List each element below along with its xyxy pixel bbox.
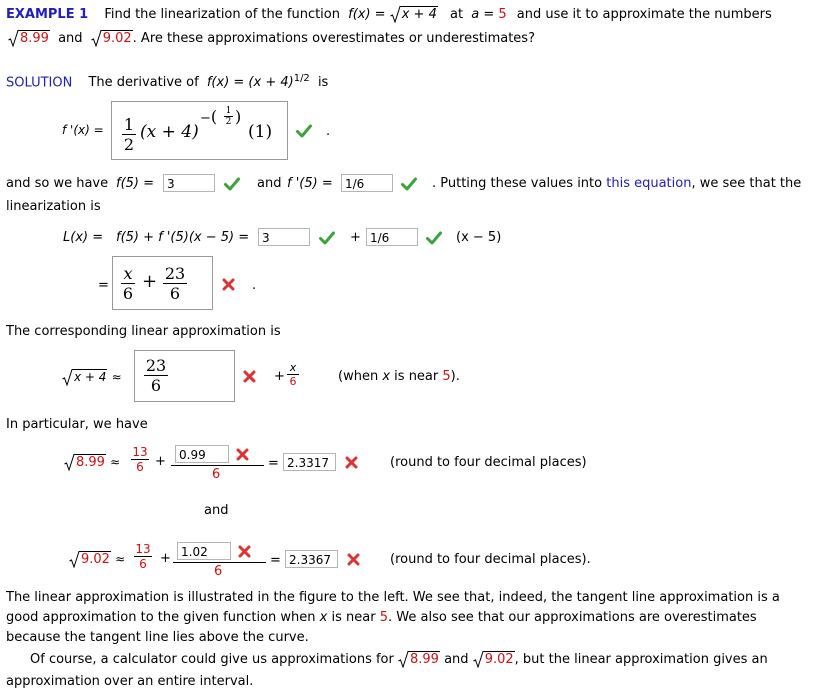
solution-label: SOLUTION: [6, 75, 73, 91]
approx-row-1: 8.99 ≈: [64, 454, 120, 470]
check-icon: [426, 231, 442, 245]
derivative-answer-box[interactable]: $\frac{1}{2}$ (x + 4) −( $\frac{1}{2}$ ) (1): [111, 101, 288, 160]
check-icon: [224, 177, 240, 191]
check-icon: [296, 124, 312, 138]
approx-input-1[interactable]: 0.99: [175, 445, 229, 463]
sqrt-x-plus-4: x + 4: [390, 6, 438, 22]
fraction-bar: [173, 562, 266, 563]
approx-input-2[interactable]: 1.02: [177, 542, 231, 560]
cross-icon: [345, 456, 358, 469]
example-heading: EXAMPLE 1 Find the linearization of the function f(x) = x + 4 at a = 5 and use it to approximate the numbers: [6, 7, 772, 22]
result-input-2[interactable]: 2.3367: [285, 550, 338, 568]
lx-constant-input[interactable]: 3: [258, 228, 310, 246]
f5-input[interactable]: 3: [163, 174, 215, 192]
cross-icon: [236, 448, 249, 461]
fprime-label: f '(x) =: [62, 123, 104, 137]
linearization-answer-box[interactable]: $\frac{x}{6}$ + $\frac{23}{6}$: [112, 256, 213, 310]
check-icon: [401, 177, 417, 191]
fraction-bar: [171, 465, 264, 466]
solution-line: SOLUTION The derivative of $f(x) = (x + 4)^{1/2}$ is: [6, 73, 329, 91]
check-icon: [319, 231, 335, 245]
equation-link[interactable]: this equation: [606, 176, 692, 191]
example-numbers: 8.99 and 9.02. Are these approximations overestimates or underestimates?: [8, 30, 535, 46]
cross-icon: [347, 553, 360, 566]
cross-icon: [222, 278, 235, 291]
cross-icon: [243, 370, 256, 383]
cross-icon: [238, 545, 251, 558]
fprime5-input[interactable]: 1/6: [341, 174, 393, 192]
result-input-1[interactable]: 2.3317: [283, 453, 336, 471]
approximation-answer-box[interactable]: $\frac{23}{6}$: [134, 350, 235, 402]
lx-slope-input[interactable]: 1/6: [366, 228, 418, 246]
example-label: EXAMPLE 1: [6, 7, 89, 22]
approx-row-2: 9.02 ≈: [69, 551, 125, 567]
